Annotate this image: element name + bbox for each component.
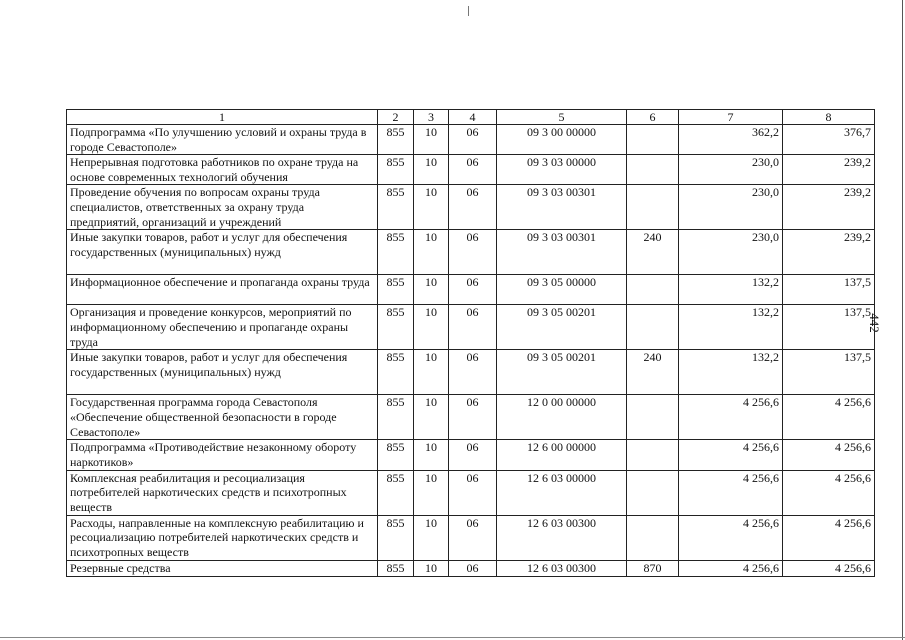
subsection-cell: 06 [449,515,497,560]
header-cell: 3 [414,110,449,125]
amount-cell: 230,0 [679,155,783,185]
target-article-cell: 09 3 05 00000 [497,275,627,305]
scan-mark [468,6,469,16]
row-name-cell: Расходы, направленные на комплексную реабилитацию и ресоциализацию потребителей наркотических средств и психотропных веществ [67,515,378,560]
kvsr-cell: 855 [378,395,414,440]
table-row [67,230,875,275]
amount-cell: 239,2 [783,185,875,230]
expense-type-cell [627,305,679,350]
table-row [67,515,875,560]
amount-cell: 362,2 [679,125,783,155]
target-article-cell: 09 3 03 00301 [497,230,627,275]
amount-cell: 4 256,6 [679,470,783,515]
expense-type-cell [627,470,679,515]
header-cell: 7 [679,110,783,125]
section-cell: 10 [414,275,449,305]
amount-cell: 137,5 [783,305,875,350]
amount-cell: 132,2 [679,350,783,395]
expense-type-cell: 240 [627,230,679,275]
expense-type-cell [627,155,679,185]
subsection-cell: 06 [449,275,497,305]
row-name-cell: Подпрограмма «Противодействие незаконному обороту наркотиков» [67,440,378,470]
expense-type-cell [627,515,679,560]
target-article-cell: 09 3 05 00201 [497,350,627,395]
target-article-cell: 09 3 00 00000 [497,125,627,155]
subsection-cell: 06 [449,350,497,395]
kvsr-cell: 855 [378,440,414,470]
amount-cell: 239,2 [783,230,875,275]
kvsr-cell: 855 [378,275,414,305]
target-article-cell: 12 6 03 00000 [497,470,627,515]
expense-type-cell [627,395,679,440]
row-name-cell: Государственная программа города Севастополя «Обеспечение общественной безопасности в городе Севастополе» [67,395,378,440]
target-article-cell: 12 6 00 00000 [497,440,627,470]
amount-cell: 4 256,6 [679,440,783,470]
row-name-cell: Иные закупки товаров, работ и услуг для обеспечения государственных (муниципальных) нужд [67,350,378,395]
table-row [67,155,875,185]
table-row [67,305,875,350]
page-number: 442 [866,313,882,333]
table-row [67,395,875,440]
section-cell: 10 [414,305,449,350]
kvsr-cell: 855 [378,230,414,275]
kvsr-cell: 855 [378,125,414,155]
kvsr-cell: 855 [378,155,414,185]
amount-cell: 4 256,6 [679,560,783,576]
section-cell: 10 [414,440,449,470]
row-name-cell: Информационное обеспечение и пропаганда охраны труда [67,275,378,305]
kvsr-cell: 855 [378,515,414,560]
subsection-cell: 06 [449,125,497,155]
header-cell: 2 [378,110,414,125]
kvsr-cell: 855 [378,305,414,350]
expense-type-cell [627,185,679,230]
table-row [67,350,875,395]
table-row [67,470,875,515]
kvsr-cell: 855 [378,560,414,576]
amount-cell: 4 256,6 [783,560,875,576]
section-cell: 10 [414,230,449,275]
scan-border-bottom [0,637,905,638]
subsection-cell: 06 [449,395,497,440]
row-name-cell: Организация и проведение конкурсов, мероприятий по информационному обеспечению и пропаганде охраны труда [67,305,378,350]
section-cell: 10 [414,350,449,395]
amount-cell: 4 256,6 [783,470,875,515]
section-cell: 10 [414,395,449,440]
table-row [67,185,875,230]
amount-cell: 132,2 [679,275,783,305]
header-cell: 6 [627,110,679,125]
amount-cell: 230,0 [679,230,783,275]
expense-type-cell [627,440,679,470]
amount-cell: 4 256,6 [679,395,783,440]
amount-cell: 376,7 [783,125,875,155]
expense-type-cell [627,125,679,155]
header-cell: 8 [783,110,875,125]
table-row [67,125,875,155]
scan-border-right [902,0,903,640]
section-cell: 10 [414,470,449,515]
subsection-cell: 06 [449,230,497,275]
amount-cell: 230,0 [679,185,783,230]
kvsr-cell: 855 [378,350,414,395]
kvsr-cell: 855 [378,470,414,515]
section-cell: 10 [414,155,449,185]
target-article-cell: 12 0 00 00000 [497,395,627,440]
row-name-cell: Комплексная реабилитация и ресоциализация потребителей наркотических средств и психотропных веществ [67,470,378,515]
expense-type-cell: 240 [627,350,679,395]
row-name-cell: Подпрограмма «По улучшению условий и охраны труда в городе Севастополе» [67,125,378,155]
table-row [67,560,875,576]
target-article-cell: 12 6 03 00300 [497,560,627,576]
target-article-cell: 12 6 03 00300 [497,515,627,560]
header-cell: 1 [67,110,378,125]
row-name-cell: Проведение обучения по вопросам охраны труда специалистов, ответственных за охрану труда предприятий, организаций и учреждений [67,185,378,230]
table-row [67,275,875,305]
amount-cell: 4 256,6 [783,515,875,560]
section-cell: 10 [414,515,449,560]
subsection-cell: 06 [449,185,497,230]
kvsr-cell: 855 [378,185,414,230]
amount-cell: 132,2 [679,305,783,350]
budget-table [66,109,875,577]
subsection-cell: 06 [449,440,497,470]
amount-cell: 4 256,6 [783,440,875,470]
expense-type-cell: 870 [627,560,679,576]
table-row [67,440,875,470]
amount-cell: 239,2 [783,155,875,185]
subsection-cell: 06 [449,305,497,350]
header-cell: 5 [497,110,627,125]
row-name-cell: Резервные средства [67,560,378,576]
target-article-cell: 09 3 05 00201 [497,305,627,350]
subsection-cell: 06 [449,470,497,515]
amount-cell: 137,5 [783,350,875,395]
section-cell: 10 [414,125,449,155]
row-name-cell: Непрерывная подготовка работников по охране труда на основе современных технологий обучения [67,155,378,185]
row-name-cell: Иные закупки товаров, работ и услуг для обеспечения государственных (муниципальных) нужд [67,230,378,275]
target-article-cell: 09 3 03 00301 [497,185,627,230]
header-row [67,110,875,125]
subsection-cell: 06 [449,560,497,576]
section-cell: 10 [414,560,449,576]
section-cell: 10 [414,185,449,230]
amount-cell: 4 256,6 [679,515,783,560]
subsection-cell: 06 [449,155,497,185]
header-cell: 4 [449,110,497,125]
target-article-cell: 09 3 03 00000 [497,155,627,185]
table-body [67,110,875,577]
expense-type-cell [627,275,679,305]
amount-cell: 137,5 [783,275,875,305]
amount-cell: 4 256,6 [783,395,875,440]
